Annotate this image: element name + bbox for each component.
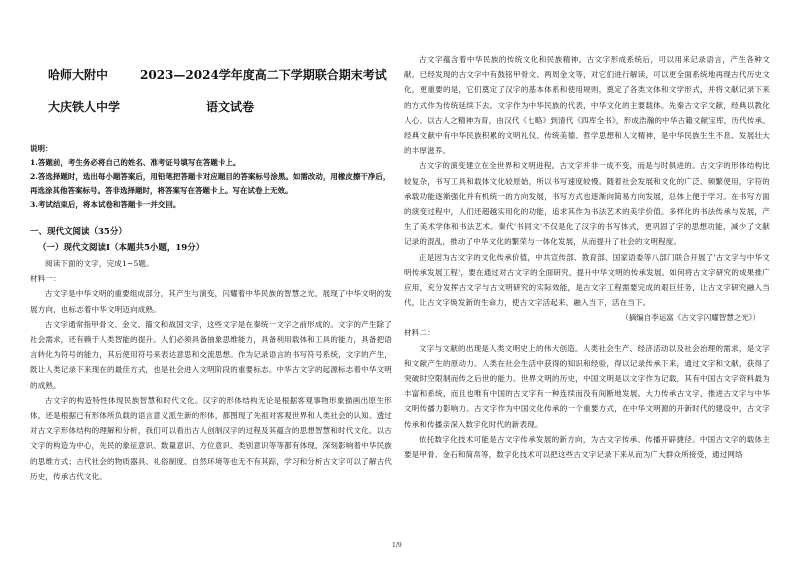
right-paragraph-1: 古文字蕴含着中华民族的传统文化和民族精神。古文字形成系统后，可以用来记录语言，产生各种文献。已经发现的古文字中有鼓铭甲骨文、两周金文等，对它们进行解读，可以更全面系统地再现古代历史文化，更重要的是，它们奠定了汉字的基本体系和使用规则，奠定了各类文体和文学形式，并将文献记录下来的方式作为传统延续下去。文字作为中华民族的代表，中华文化的主要载体。先秦古文字文献，经典以教化人心、以古人之精神为育，由汉代《七略》到清代《四库全书》，形成浩瀚的中华古籍文献宝库，历代传承。经典文献中有中华民族积累的文明礼仪、传统美德、哲学思想和人文精神，是中华民族生生不息、发展壮大的丰厚滋养。 [404,55,770,156]
instruction-item-3: 3.考试结束后，将本试卷和答题卡一并交回。 [30,200,181,209]
material-1-label: 材料一： [30,274,61,284]
school-name-1: 哈师大附中 [48,68,109,82]
material-2-label: 材料二： [404,328,435,338]
left-paragraph-3: 古文字的构造特性体现民族智慧和时代文化。汉字的形体结构无论是根据客观事物形象描画出原生形体，还是根据已有形体所负载的语言意义派生新的形体，都图现了先祖对客观世界和人类社会的认知。透过对古文字形体结构的理解和分析，我们可以看出古人创制汉字的过程及其蕴含的思想智慧和时代文化。以古文字的构造为中心，先民的象征意识、数量意识、方位意识、类别意识等等都有体现，深刻影响着中华民族的思维方式；古代社会的物质器具、礼俗制度、自然环境等也无不有其踪，学习和分析古文字可以了解古代历史，传承古代文化。 [30,395,392,481]
source-note: （摘编自李运富《古文字闪耀智慧之光》） [621,313,760,323]
section-title: 一、现代文阅读（35分） [30,227,127,237]
left-paragraph-1: 古文字是中华文明的重要组成部分，其产生与演变，闪耀着中华民族的智慧之光，展现了中华文明的发展方向，也标志着中华文明迈向成熟。 [30,289,392,314]
right-paragraph-3: 正是因为古文字的文化传承价值，中共宣传部、教育部、国家语委等八部门联合开展了'古文字与中华文明传承发展工程'，要在通过对古文字的全面研究，提升中华文明的传承发展。如何将古文字研究的成果推广应用，充分发挥古文字与古文明研究的实际效能，是古文字工程需要完成的艰巨任务，让古文字研究融入当代，让古文字焕发新的生命力，使古文字活起来，融入当下，活在当下。 [404,252,770,308]
reading-instruction: 阅读下面的文字，完成1~5题。 [45,259,154,268]
instruction-item-1: 1.答题前，考生务必将自己的姓名、准考证号填写在答题卡上。 [30,158,241,167]
instructions-label: 说明： [30,144,53,153]
right-paragraph-2: 古文字的演变建立在全世界和文明进程。古文字并非一成不变，而是与时俱进的。古文字的形体结构比较复杂，书写工具和载体文化较原始，所以书写速度较慢。随着社会发展和文化的广泛、频繁使用，字符的承载功能逐渐强化并有机统一的方向发展，书写方式也逐渐向简易方向发展，总体上便于学习。在书写方面的演变过程中，人们还超越实用化的功能，追求其作为书法艺术的美学价值。多样化的书法传承与发展，产生了美术学体和书法艺术。秦代'书同文'不仅是化了汉字的书写体式，更巩固了字的思想功能，减少了文献记录的混乱，推动了中华文化的繁荣与一体化发展，从而提升了社会的文明程度。 [404,161,770,247]
right-paragraph-5: 依托数字化技术可能是古文字传承发展的新方向，为古文字传承、传播开辟捷径。中国古文字的载体主要是甲骨、金石和简帛等，数字化技术可以把这些古文字记录下来从而为广大群众所接受，通过网络 [404,434,770,460]
right-column [404,52,770,462]
school-name-2: 大庆铁人中学 [48,100,121,114]
page-number: 1/9 [392,542,402,549]
right-paragraph-4: 文字与文献的出现是人类文明史上的伟大创造。人类社会生产、经济活动以及社会治理的需求，是文字和文献产生的原动力。人类在社会生活中获得的知识和经验，得以记录传承下来，通过文字和文献，获得了突破时空限制而传之后世的能力。世界文明的历史，中国文明是以文字作为记载，其有中国古文字资料最为丰富和系统，而且也唯有中国的古文字有一种连续而没有间断地发展。大力传承古文字，推进古文字与中华文明传播力影响力。古文字作为中国文化传承的一个重要方式，在中华文明源的开新时代的建设中，古文字传承和传播亲深入数字化时代的新表现。 [404,343,770,429]
left-column [30,142,392,484]
exam-title: 2023—2024学年度高二下学期联合期末考试 [140,68,387,82]
subject-title: 语文试卷 [206,100,255,114]
instruction-item-2: 2.答选择题时，选出每小题答案后，用铅笔把答题卡对应题目的答案标号涂黑。如需改动，用橡皮擦干净后，再选涂其他答案标号。答非选择题时，将答案写在答题卡上。写在试卷上无效。 [30,172,391,195]
left-paragraph-2: 古文字通常指甲骨文、金文、籀文和战国文字，这些文字是在秦统一文字之前形成的。文字的产生除了社会需求，还有赖于人类智能的提升。人们必须具备抽象思维能力，具备利用载体和工具的能力，具备把语言转化为符号的能力，其后使用符号来表达意思和交流思想。作为记录语言的书写符号系统，文字的产生，既让人类记录下来现在的最佳方式，也是社会进入文明阶段的重要标志。中华古文字的起源标志着中华文明的成熟。 [30,319,392,390]
subsection-title: （一）现代文阅读Ⅰ（本题共5小题，19分） [38,243,205,253]
